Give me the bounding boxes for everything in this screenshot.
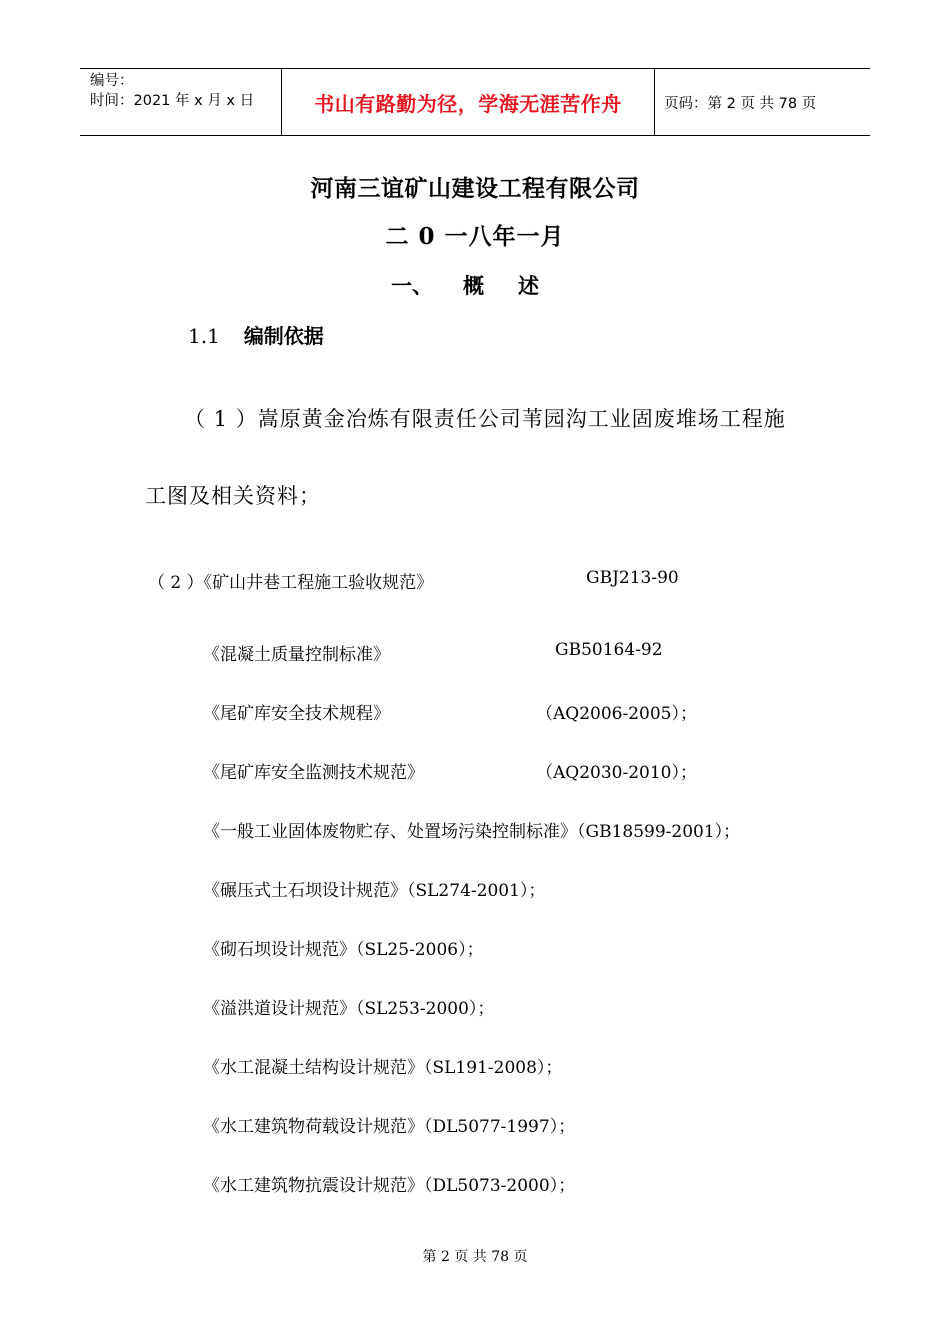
document-number-label: 编号： <box>90 73 134 89</box>
page-header <box>80 68 870 136</box>
reference-item <box>203 1171 575 1196</box>
section-title: 编制依据 <box>243 324 324 348</box>
reference-title: 《混凝土质量控制标准》 <box>203 645 390 665</box>
section-heading <box>188 320 324 349</box>
document-date: 二 0 一八年一月 <box>385 223 565 250</box>
company-name: 河南三谊矿山建设工程有限公司 <box>310 175 640 202</box>
reference-item <box>203 876 545 901</box>
reference-code: （AQ2006-2005）； <box>536 704 697 724</box>
reference-item <box>203 1112 575 1137</box>
chapter-number: 一、 <box>391 273 433 298</box>
reference-title: 《尾矿库安全技术规程》 <box>203 704 390 724</box>
reference-title: 《水工建筑物荷载设计规范》（DL5077-1997）； <box>203 1117 576 1137</box>
header-page-cell <box>655 69 870 135</box>
reference-code: GB50164-92 <box>555 640 663 660</box>
chapter-title-part-2: 述 <box>518 273 539 298</box>
header-page-label: 页码：第 2 页 共 78 页 <box>664 95 817 112</box>
item1-line2: 工图及相关资料； <box>145 484 321 508</box>
reference-item <box>203 640 663 665</box>
reference-title: （ 2 ）《矿山井巷工程施工验收规范》 <box>148 573 434 593</box>
reference-item <box>203 994 494 1019</box>
reference-title: 《溢洪道设计规范》（SL253-2000）； <box>203 999 495 1019</box>
reference-title: 《水工建筑物抗震设计规范》（DL5073-2000）； <box>203 1176 576 1196</box>
reference-item <box>203 935 484 960</box>
document-time-label: 时间：2021 年 x 月 x 日 <box>90 93 255 109</box>
page-footer: 第 2 页 共 78 页 <box>422 1249 528 1265</box>
reference-item <box>203 758 697 783</box>
reference-item <box>148 568 679 593</box>
chapter-heading <box>0 270 940 300</box>
chapter-title-part-1: 概 <box>463 273 484 298</box>
item1-line1: （ 1 ）嵩原黄金冶炼有限责任公司苇园沟工业固废堆场工程施 <box>184 407 786 431</box>
reference-code: GBJ213-90 <box>586 568 679 588</box>
reference-code: （AQ2030-2010）； <box>536 763 697 783</box>
reference-item <box>203 1053 562 1078</box>
reference-item <box>203 699 697 724</box>
header-motto-cell <box>281 69 655 135</box>
section-number: 1.1 <box>188 324 220 348</box>
reference-title: 《砌石坝设计规范》（SL25-2006）； <box>203 940 484 960</box>
header-meta <box>80 69 281 135</box>
reference-title: 《一般工业固体废物贮存、处置场污染控制标准》（GB18599-2001）； <box>203 822 741 842</box>
reference-title: 《尾矿库安全监测技术规范》 <box>203 763 424 783</box>
reference-item <box>203 817 740 842</box>
reference-title: 《碾压式土石坝设计规范》（SL274-2001）； <box>203 881 546 901</box>
header-motto: 书山有路勤为径，学海无涯苦作舟 <box>314 91 622 116</box>
reference-title: 《水工混凝土结构设计规范》（SL191-2008）； <box>203 1058 563 1078</box>
